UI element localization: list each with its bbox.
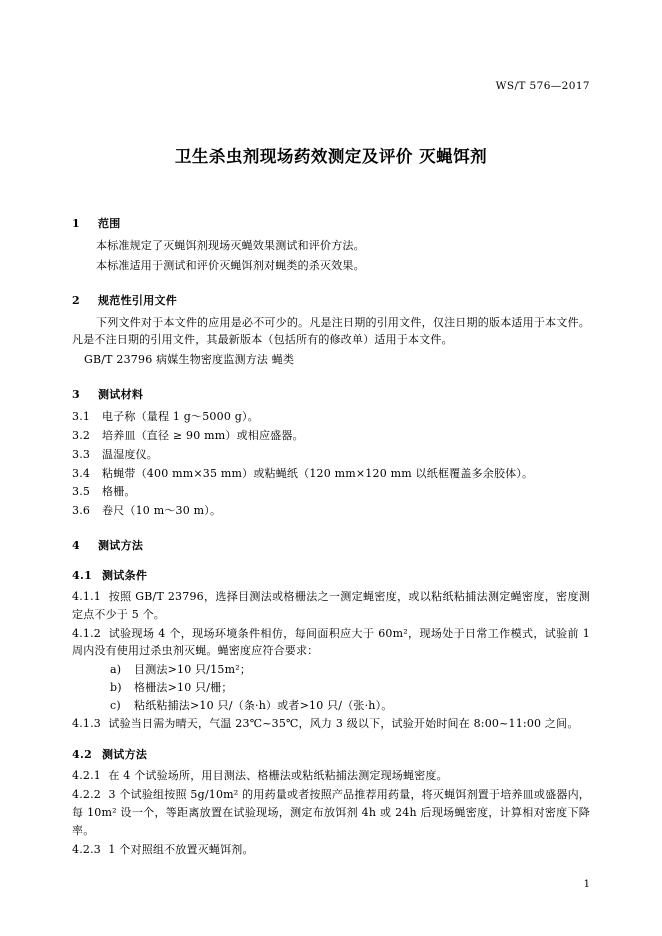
- item-label: 3.4: [72, 466, 91, 480]
- list-item: [72, 767, 590, 785]
- subsection-title: 测试方法: [102, 748, 148, 762]
- item-text: 试验当日需为晴天，气温 23℃~35℃，风力 3 级以下，试验开始时间在 8:00~11:00 之间。: [108, 716, 579, 730]
- subsection-number: 4.2: [72, 748, 93, 762]
- item-marker: b): [110, 681, 122, 694]
- normative-reference: GB/T 23796 病媒生物密度监测方法 蝇类: [84, 353, 295, 367]
- section-number-2: 2: [72, 293, 80, 307]
- document-body: [72, 198, 590, 860]
- item-text: 粘蝇带（400 mm×35 mm）或粘蝇纸（120 mm×120 mm 以纸框覆盖多余胶体）。: [102, 466, 534, 480]
- paragraph: 本标准适用于测试和评价灭蝇饵剂对蝇类的杀灭效果。: [96, 258, 365, 272]
- paragraph: 下列文件对于本文件的应用是必不可少的。凡是注日期的引用文件，仅注日期的版本适用于本文件。凡是不注日期的引用文件，其最新版本（包括所有的修改单）适用于本文件。: [72, 315, 590, 347]
- subsection-heading-4-1: [72, 567, 590, 583]
- list-item: [72, 625, 590, 661]
- item-text: 在 4 个试验场所，用目测法、格栅法或粘纸粘捕法测定现场蝇密度。: [108, 769, 448, 783]
- subsection-title: 测试条件: [102, 568, 148, 582]
- list-item: [72, 427, 590, 445]
- item-label: 3.3: [72, 447, 91, 461]
- list-item: [72, 446, 590, 464]
- section-number-1: 1: [72, 217, 80, 230]
- item-label: 4.2.3: [72, 842, 101, 856]
- section-heading-2: [72, 292, 590, 308]
- section-heading-1: [72, 215, 590, 231]
- item-text: 1 个对照组不放置灭蝇饵剂。: [108, 842, 254, 856]
- item-label: 3.1: [72, 410, 91, 424]
- list-item: [72, 679, 590, 697]
- item-label: 3.2: [72, 428, 91, 442]
- list-item: [72, 588, 590, 624]
- list-item: [72, 715, 590, 733]
- item-text: 目测法>10 只/15m²；: [134, 663, 252, 677]
- item-text: 3 个试验组按照 5g/10m² 的用药量或者按照产品推荐用药量，将灭蝇饵剂置于培养皿或盛器内，每 10m² 设一个，等距离放置在试验现场，测定布放饵剂 4h 或 24h 后现场蝇密度，计算相对密度下降率。: [72, 788, 590, 837]
- item-label: 4.1.3: [72, 716, 101, 730]
- item-text: 卷尺（10 m～30 m）。: [102, 504, 222, 518]
- section-heading-4: [72, 537, 590, 553]
- section-title-3: 测试材料: [98, 388, 144, 402]
- item-text: 温湿度仪。: [102, 447, 158, 461]
- lettered-list: [72, 661, 590, 714]
- item-label: 4.1.2: [72, 626, 101, 640]
- list-item: [72, 408, 590, 426]
- page-number: 1: [583, 879, 590, 890]
- list-item: [72, 483, 590, 501]
- section-number-4: 4: [72, 538, 80, 552]
- page-header-standard-number: WS/T 576—2017: [495, 80, 590, 92]
- section-heading-3: [72, 386, 590, 402]
- item-text: 试验现场 4 个，现场环境条件相仿，每间面积应大于 60m²，现场处于日常工作模式，试验前 1 周内没有使用过杀虫剂灭蝇。蝇密度应符合要求：: [72, 626, 590, 658]
- item-label: 4.2.2: [72, 788, 101, 802]
- item-label: 4.2.1: [72, 769, 101, 783]
- item-text: 按照 GB/T 23796，选择目测法或格栅法之一测定蝇密度，或以粘纸粘捕法测定蝇密度，密度测定点不少于 5 个。: [72, 589, 590, 621]
- paragraph: 本标准规定了灭蝇饵剂现场灭蝇效果测试和评价方法。: [96, 239, 365, 252]
- list-item: [72, 841, 590, 859]
- section-title-1: 范围: [98, 217, 121, 230]
- list-item: [72, 661, 590, 679]
- item-text: 格栅法>10 只/栅；: [134, 681, 233, 694]
- item-marker: c): [110, 698, 121, 712]
- subsection-heading-4-2: [72, 746, 590, 762]
- list-item: [72, 786, 590, 839]
- section-number-3: 3: [72, 388, 80, 402]
- list-item: [72, 465, 590, 483]
- item-label: 3.6: [72, 504, 91, 518]
- item-text: 培养皿（直径 ≥ 90 mm）或相应盛器。: [102, 428, 304, 442]
- item-text: 电子称（量程 1 g～5000 g）。: [102, 410, 259, 424]
- section-title-2: 规范性引用文件: [98, 293, 178, 307]
- list-item: [72, 697, 590, 715]
- item-text: 格栅。: [102, 485, 136, 499]
- subsection-number: 4.1: [72, 568, 93, 582]
- item-text: 粘纸粘捕法>10 只/（条·h）或者>10 只/（张·h）。: [134, 698, 393, 712]
- page-title: 卫生杀虫剂现场药效测定及评价 灭蝇饵剂: [174, 147, 488, 166]
- list-item: [72, 502, 590, 520]
- item-label: 3.5: [72, 485, 91, 499]
- item-label: 4.1.1: [72, 589, 101, 603]
- item-marker: a): [110, 663, 122, 677]
- section-title-4: 测试方法: [98, 538, 144, 552]
